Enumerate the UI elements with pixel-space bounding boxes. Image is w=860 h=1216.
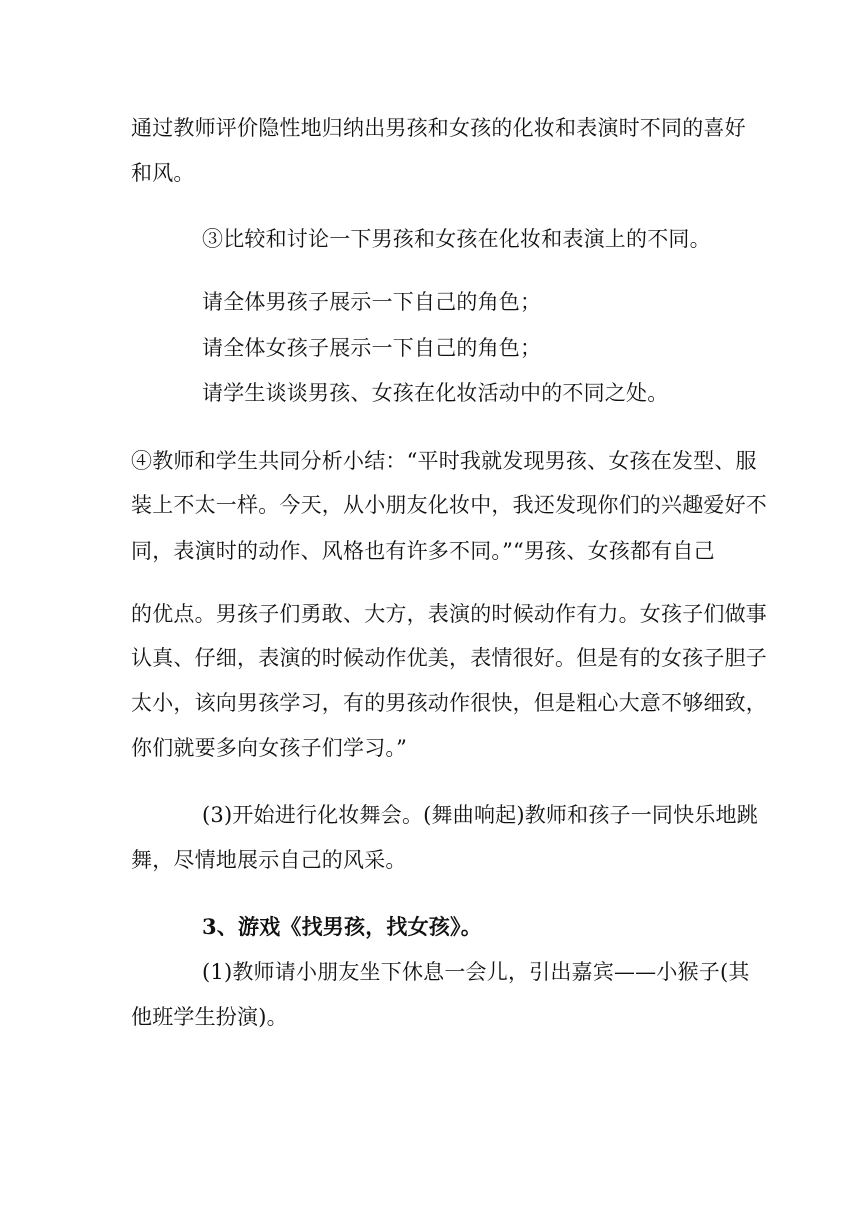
paragraph-line: ③比较和讨论一下男孩和女孩在化妆和表演上的不同。 <box>202 227 711 251</box>
paragraph-line: 同，表演时的动作、风格也有许多不同。”“男孩、女孩都有自己 <box>131 539 715 563</box>
paragraph-line: 舞，尽情地展示自己的风采。 <box>131 848 407 872</box>
paragraph-line: 你们就要多向女孩子们学习。” <box>131 736 408 760</box>
paragraph-line: 请学生谈谈男孩、女孩在化妆活动中的不同之处。 <box>202 381 669 405</box>
paragraph-line: 他班学生扮演)。 <box>131 1005 288 1029</box>
paragraph-line: 太小，该向男孩学习，有的男孩动作很快，但是粗心大意不够细致， <box>131 691 767 715</box>
paragraph-line: 装上不太一样。今天，从小朋友化妆中，我还发现你们的兴趣爱好不 <box>131 493 767 517</box>
paragraph-line: 请全体男孩子展示一下自己的角色； <box>202 290 542 314</box>
paragraph-line: ④教师和学生共同分析小结：“平时我就发现男孩、女孩在发型、服 <box>131 449 757 473</box>
section-heading: 3、游戏《找男孩，找女孩》。 <box>202 914 482 939</box>
paragraph-line: (1)教师请小朋友坐下休息一会儿，引出嘉宾——小猴子(其 <box>202 960 750 984</box>
paragraph-line: 的优点。男孩子们勇敢、大方，表演的时候动作有力。女孩子们做事 <box>131 602 767 626</box>
paragraph-line: 通过教师评价隐性地归纳出男孩和女孩的化妆和表演时不同的喜好 <box>131 116 746 140</box>
paragraph-line: 和风。 <box>131 161 195 185</box>
paragraph-line: 请全体女孩子展示一下自己的角色； <box>202 336 542 360</box>
paragraph-line: 认真、仔细，表演的时候动作优美，表情很好。但是有的女孩子胆子 <box>131 646 767 670</box>
paragraph-line: (3)开始进行化妆舞会。(舞曲响起)教师和孩子一同快乐地跳 <box>202 803 758 827</box>
